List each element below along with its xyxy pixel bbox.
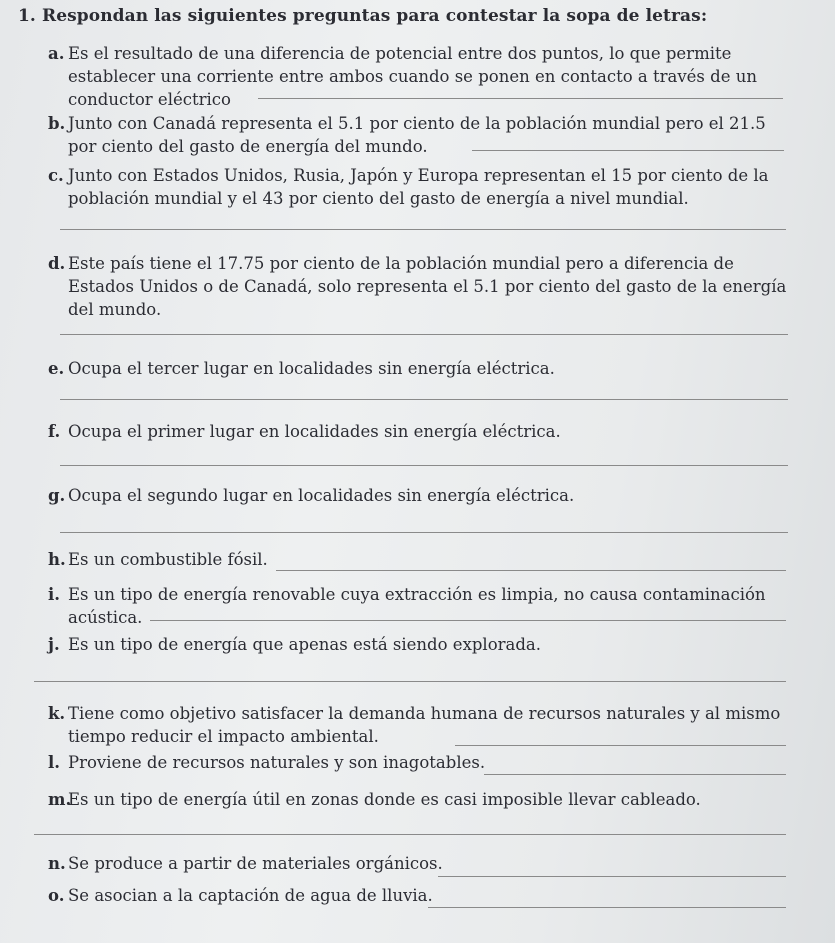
answer-line-e[interactable] <box>60 399 788 400</box>
question-text: Tiene como objetivo satisfacer la demanda humana de recursos naturales y al mismo tiempo reducir el impacto ambiental. <box>68 704 781 746</box>
question-text: Este país tiene el 17.75 por ciento de la población mundial pero a diferencia de Estados Unidos o de Canadá, solo representa el 5.1 por ciento del gasto de la energía del mundo. <box>68 254 787 319</box>
question-letter: h. <box>48 550 66 569</box>
question-text: Se produce a partir de materiales orgánicos. <box>68 854 443 873</box>
question-letter: j. <box>48 635 60 654</box>
question-c <box>48 164 798 210</box>
question-letter: e. <box>48 359 65 378</box>
answer-line-o[interactable] <box>428 907 786 908</box>
question-n <box>48 852 798 875</box>
question-text: Es un tipo de energía que apenas está siendo explorada. <box>68 635 542 654</box>
question-j <box>48 633 798 656</box>
question-e <box>48 357 798 380</box>
answer-line-d[interactable] <box>60 334 788 335</box>
question-l <box>48 751 798 774</box>
question-d <box>48 252 798 321</box>
question-b <box>48 112 798 158</box>
question-letter: d. <box>48 254 66 273</box>
question-k <box>48 702 798 748</box>
answer-line-n[interactable] <box>438 876 786 877</box>
page-heading: 1. Respondan las siguientes preguntas para contestar la sopa de letras: <box>18 6 708 26</box>
answer-line-c[interactable] <box>60 229 786 230</box>
question-text: Se asocian a la captación de agua de lluvia. <box>68 886 433 905</box>
answer-line-m[interactable] <box>34 834 786 835</box>
question-text: Proviene de recursos naturales y son inagotables. <box>68 753 486 772</box>
answer-line-h[interactable] <box>276 570 786 571</box>
question-letter: l. <box>48 753 61 772</box>
answer-line-k[interactable] <box>455 745 786 746</box>
question-h <box>48 548 798 571</box>
question-letter: o. <box>48 886 65 905</box>
question-i <box>48 583 798 629</box>
answer-line-a[interactable] <box>258 98 783 99</box>
question-text: Es un combustible fósil. <box>68 550 268 569</box>
question-letter: g. <box>48 486 66 505</box>
question-letter: f. <box>48 422 61 441</box>
answer-line-f[interactable] <box>60 465 788 466</box>
question-letter: a. <box>48 44 65 63</box>
question-text: Ocupa el primer lugar en localidades sin energía eléctrica. <box>68 422 561 441</box>
question-f <box>48 420 798 443</box>
question-text: Ocupa el tercer lugar en localidades sin energía eléctrica. <box>68 359 555 378</box>
question-letter: c. <box>48 166 64 185</box>
question-o <box>48 884 798 907</box>
question-text: Es el resultado de una diferencia de potencial entre dos puntos, lo que permite establecer una corriente entre ambos cuando se ponen en contacto a través de un conductor eléctrico <box>68 44 757 109</box>
question-text: Junto con Estados Unidos, Rusia, Japón y Europa representan el 15 por ciento de la población mundial y el 43 por ciento del gasto de energía a nivel mundial. <box>68 166 769 208</box>
question-letter: i. <box>48 585 61 604</box>
answer-line-j[interactable] <box>34 681 786 682</box>
question-text: Junto con Canadá representa el 5.1 por ciento de la población mundial pero el 21.5 por ciento del gasto de energía del mundo. <box>68 114 766 156</box>
question-a <box>48 42 798 111</box>
question-text: Es un tipo de energía renovable cuya extracción es limpia, no causa contaminación acústica. <box>68 585 766 627</box>
question-letter: k. <box>48 704 66 723</box>
question-letter: b. <box>48 114 66 133</box>
question-text: Es un tipo de energía útil en zonas donde es casi imposible llevar cableado. <box>68 790 701 809</box>
question-text: Ocupa el segundo lugar en localidades sin energía eléctrica. <box>68 486 575 505</box>
question-g <box>48 484 798 507</box>
question-letter: n. <box>48 854 66 873</box>
answer-line-l[interactable] <box>484 774 786 775</box>
question-m <box>48 788 798 811</box>
answer-line-g[interactable] <box>60 532 788 533</box>
answer-line-b[interactable] <box>472 150 784 151</box>
answer-line-i[interactable] <box>150 620 786 621</box>
question-letter: m. <box>48 790 72 809</box>
